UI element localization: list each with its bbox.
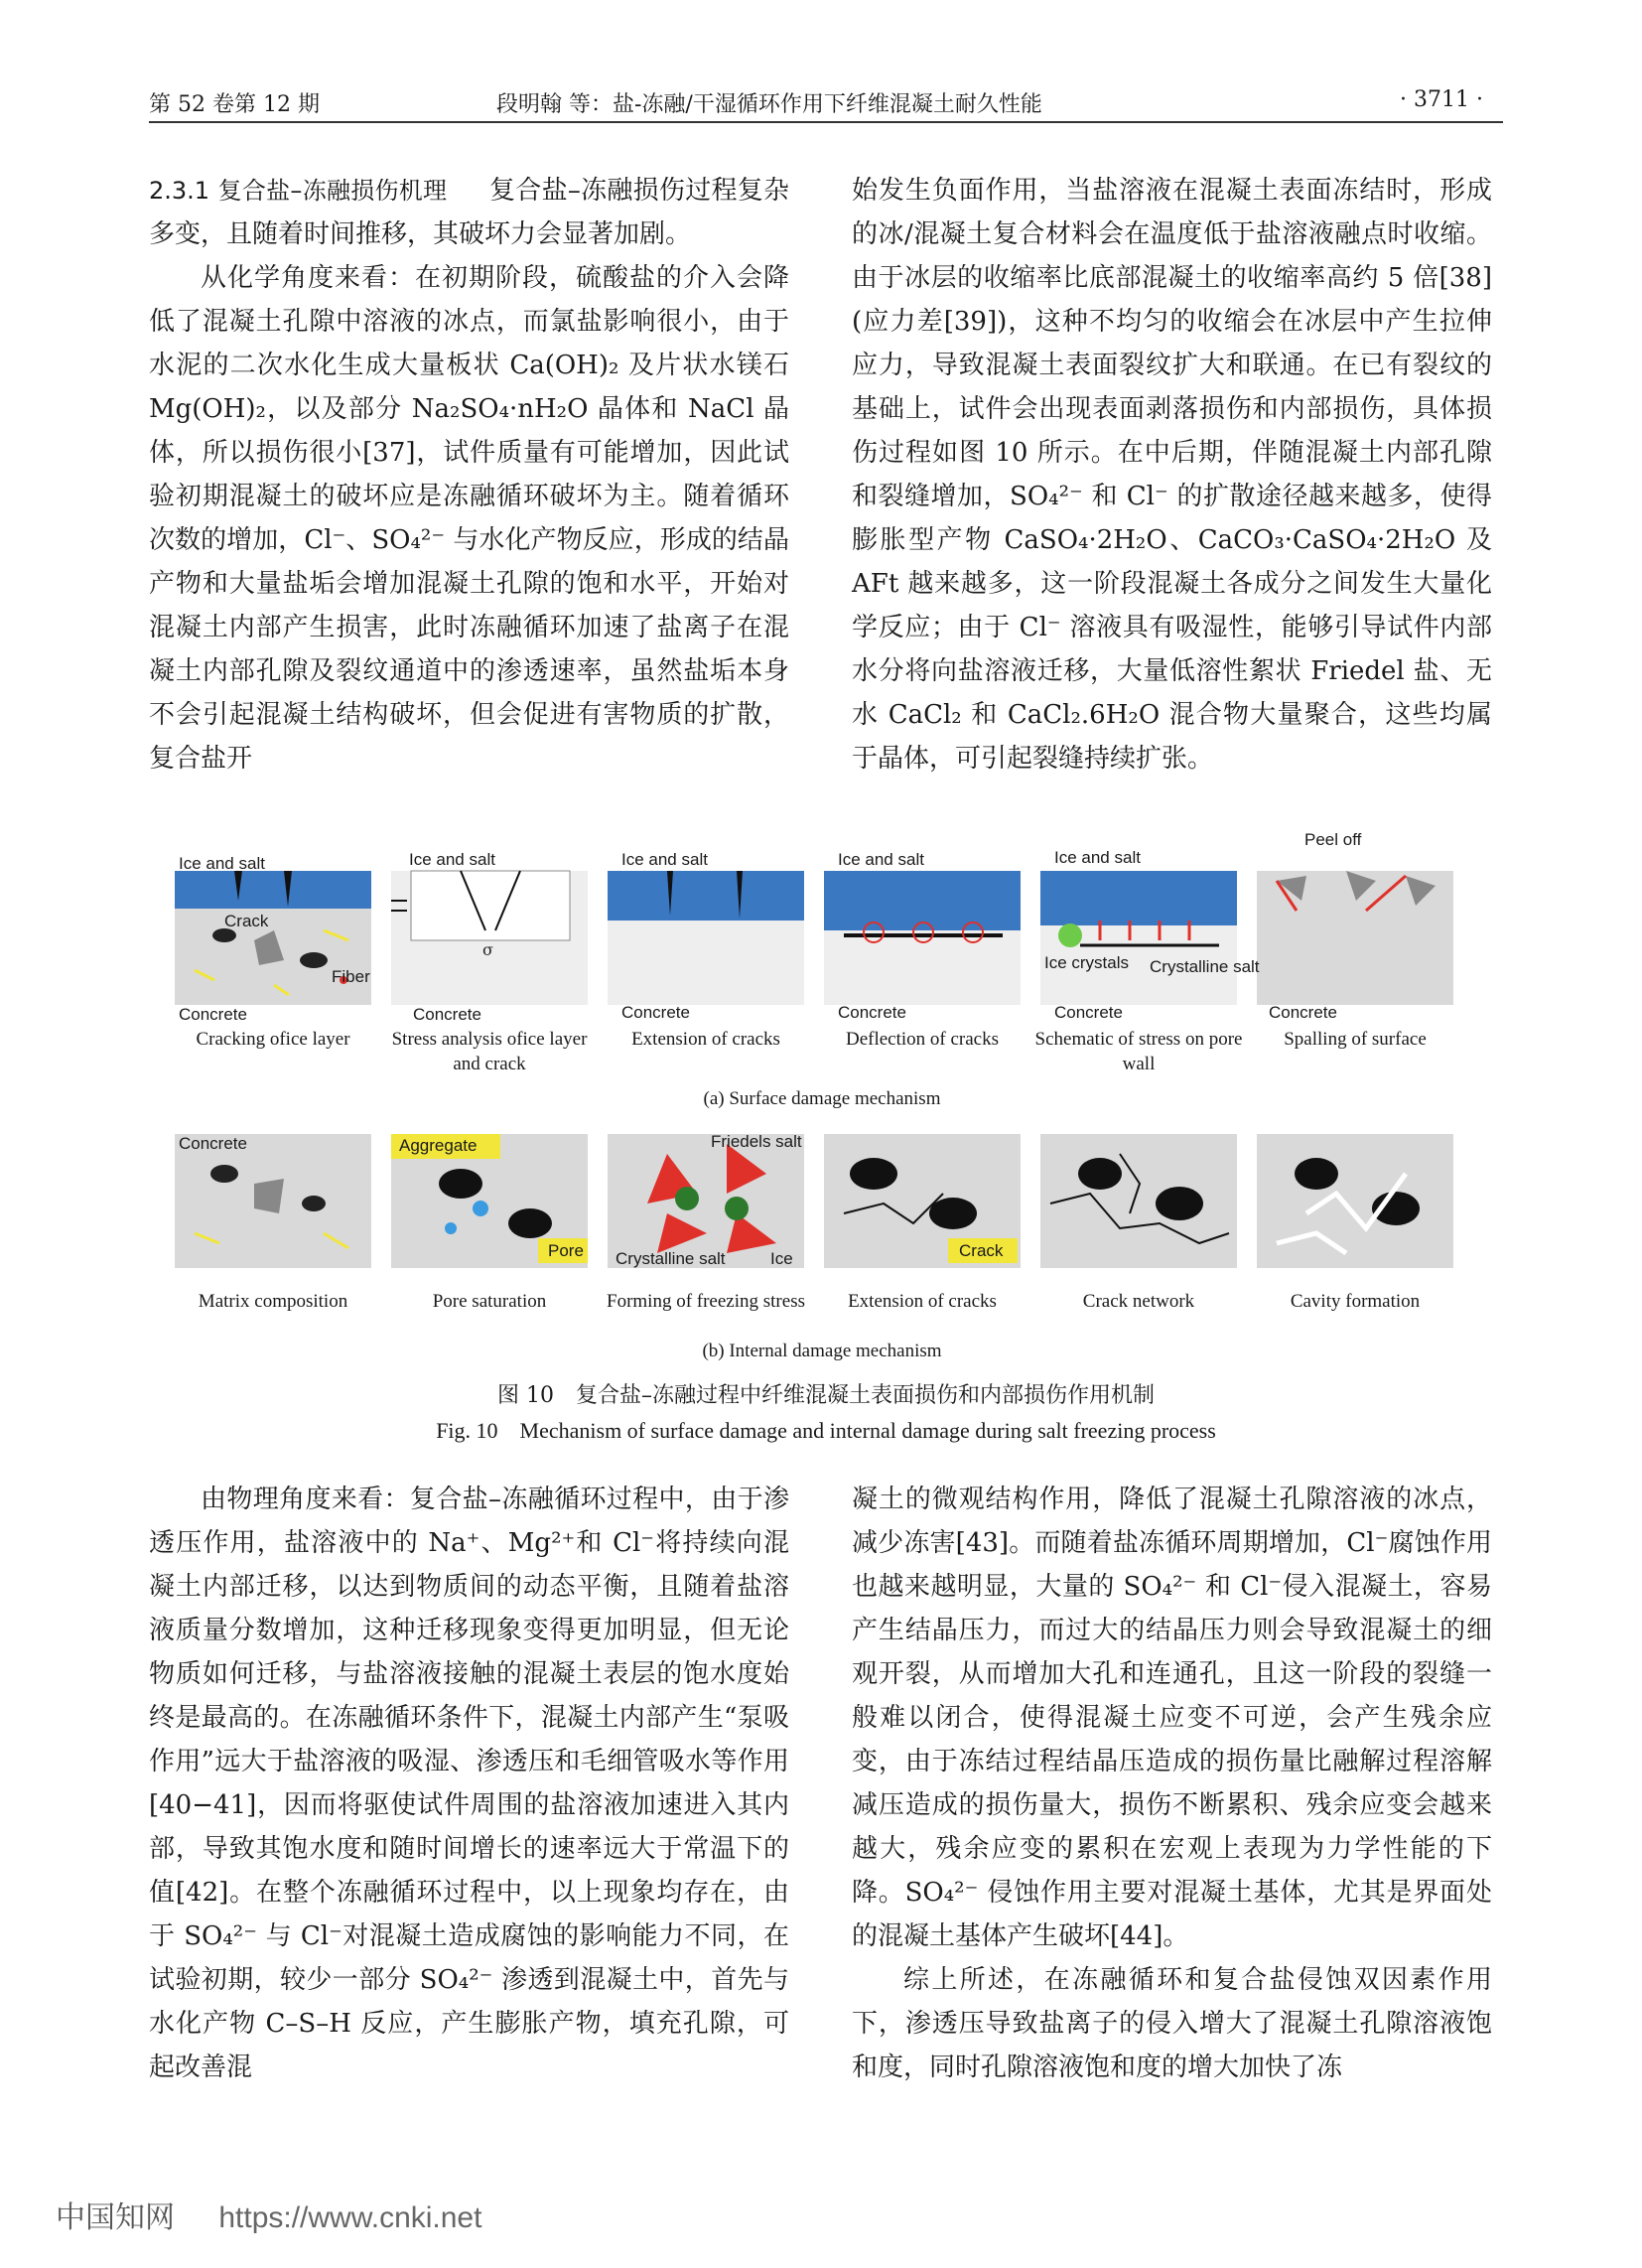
label-ice: Ice xyxy=(770,1249,793,1268)
row-b-panels xyxy=(175,1134,1453,1268)
label-friedels-salt: Friedels salt xyxy=(711,1132,802,1151)
figure-caption-chinese: 图 10 复合盐–冻融过程中纤维混凝土表面损伤和内部损伤作用机制 xyxy=(497,1383,1155,1408)
label-crystalline-salt: Crystalline salt xyxy=(1150,957,1260,976)
label-ice-and-salt: Ice and salt xyxy=(1054,848,1141,867)
caption-pore-saturation: Pore saturation xyxy=(432,1291,547,1312)
label-crack: Crack xyxy=(224,912,269,930)
cnki-brand: 中国知网 xyxy=(56,2200,175,2235)
label-concrete: Concrete xyxy=(413,1005,481,1024)
label-concrete: Concrete xyxy=(179,1005,247,1024)
footer-watermark xyxy=(56,2193,481,2236)
svg-text:σ: σ xyxy=(482,940,493,959)
cnki-url-link[interactable]: https://www.cnki.net xyxy=(218,2201,482,2234)
label-concrete: Concrete xyxy=(1054,1003,1123,1022)
journal-volume: 第 52 卷第 12 期 xyxy=(149,92,320,117)
label-ice-and-salt: Ice and salt xyxy=(621,850,708,869)
panel-a4 xyxy=(824,871,1021,1005)
label-fiber: Fiber xyxy=(332,967,370,986)
caption-cracking-of-ice-layer: Cracking ofice layer xyxy=(196,1029,350,1050)
paragraph-summary: 综上所述，在冻融循环和复合盐侵蚀双因素作用下，渗透压导致盐离子的侵入增大了混凝土孔隙溶液饱和度，同时孔隙溶液饱和度的增大加快了冻 xyxy=(852,1965,1492,2082)
section-number: 2.3.1 xyxy=(149,177,210,205)
left-column-bottom xyxy=(149,1478,789,2089)
caption-spalling-of-surface: Spalling of surface xyxy=(1284,1029,1427,1050)
panel-a5 xyxy=(1040,871,1237,1005)
label-ice-and-salt: Ice and salt xyxy=(179,854,265,873)
caption-deflection-of-cracks: Deflection of cracks xyxy=(845,1029,1000,1050)
paragraph-chemical: 从化学角度来看：在初期阶段，硫酸盐的介入会降低了混凝土孔隙中溶液的冰点，而氯盐影响很小，由于水泥的二次水化生成大量板状 Ca(OH)₂ 及片状水镁石 Mg(OH)₂，以及部分 Na₂SO₄·nH₂O 晶体和 NaCl 晶体，所以损伤很小[37]，试件质量有可能增加，因此试验初期混凝土的破坏应是冻融循环破坏为主。随着循环次数的增加，Cl⁻、SO₄²⁻ 与水化产物反应，形成的结晶产物和大量盐垢会增加混凝土孔隙的饱和水平，开始对混凝土内部产生损害，此时冻融循环加速了盐离子在混凝土内部孔隙及裂纹通道中的渗透速率，虽然盐垢本身不会引起混凝土结构破坏，但会促进有害物质的扩散，复合盐开 xyxy=(149,263,789,774)
label-concrete: Concrete xyxy=(179,1134,247,1153)
section-title: 复合盐–冻融损伤机理 xyxy=(217,177,448,205)
right-column-bottom xyxy=(852,1478,1492,2089)
caption-extension-of-cracks: Extension of cracks xyxy=(631,1029,780,1050)
right-column-top xyxy=(852,169,1492,780)
article-running-title: 段明翰 等：盐-冻融/干湿循环作用下纤维混凝土耐久性能 xyxy=(496,92,1042,117)
panel-a6 xyxy=(1257,871,1453,1005)
figure-caption-english: Fig. 10 Mechanism of surface damage and internal damage during salt freezing process xyxy=(436,1418,1216,1443)
caption-stress-on-pore-wall: Schematic of stress on pore wall xyxy=(1034,1029,1243,1074)
panel-b5 xyxy=(1040,1134,1237,1268)
panel-a3 xyxy=(608,871,804,1005)
label-pore: Pore xyxy=(548,1241,584,1260)
label-ice-and-salt: Ice and salt xyxy=(838,850,924,869)
label-concrete: Concrete xyxy=(838,1003,906,1022)
panel-b1 xyxy=(175,1134,371,1268)
caption-forming-of-freezing-stress: Forming of freezing stress xyxy=(607,1291,805,1312)
figure-10 xyxy=(175,830,1469,1366)
caption-matrix-composition: Matrix composition xyxy=(198,1291,348,1312)
caption-stress-analysis: Stress analysis ofice layer and crack xyxy=(391,1029,588,1074)
label-crystalline-salt: Crystalline salt xyxy=(616,1249,726,1268)
paragraph-physical: 由物理角度来看：复合盐–冻融循环过程中，由于渗透压作用，盐溶液中的 Na⁺、Mg²⁺和 Cl⁻将持续向混凝土内部迁移，以达到物质间的动态平衡，且随着盐溶液质量分数增加，这种迁移现象变得更加明显，但无论物质如何迁移，与盐溶液接触的混凝土表层的饱水度始终是最高的。在冻融循环条件下，混凝土内部产生“泵吸作用”远大于盐溶液的吸湿、渗透压和毛细管吸水等作用[40−41]，因而将驱使试件周围的盐溶液加速进入其内部，导致其饱水度和随时间增长的速率远大于常温下的值[42]。在整个冻融循环过程中，以上现象均存在，由于 SO₄²⁻ 与 Cl⁻对混凝土造成腐蚀的影响能力不同，在试验初期，较少一部分 SO₄²⁻ 渗透到混凝土中，首先与水化产物 C–S–H 反应，产生膨胀产物，填充孔隙，可起改善混 xyxy=(149,1485,789,2082)
subfigure-b-title: (b) Internal damage mechanism xyxy=(702,1341,942,1361)
page-number: · 3711 · xyxy=(1400,87,1483,112)
label-aggregate: Aggregate xyxy=(399,1136,478,1155)
panel-b3 xyxy=(608,1134,804,1268)
label-concrete: Concrete xyxy=(621,1003,690,1022)
label-ice-and-salt: Ice and salt xyxy=(409,850,495,869)
caption-cavity-formation: Cavity formation xyxy=(1290,1291,1421,1312)
caption-extension-of-cracks: Extension of cracks xyxy=(848,1291,997,1312)
paragraph-microstructure: 凝土的微观结构作用，降低了混凝土孔隙溶液的冰点，减少冻害[43]。而随着盐冻循环周期增加，Cl⁻腐蚀作用也越来越明显，大量的 SO₄²⁻ 和 Cl⁻侵入混凝土，容易产生结晶压力，而过大的结晶压力则会导致混凝土的细观开裂，从而增加大孔和连通孔，且这一阶段的裂缝一般难以闭合，使得混凝土应变不可逆，会产生残余应变，由于冻结过程结晶压造成的损伤量比融解过程溶解减压造成的损伤量大，损伤不断累积、残余应变会越来越大，残余应变的累积在宏观上表现为力学性能的下降。SO₄²⁻ 侵蚀作用主要对混凝土基体，尤其是界面处的混凝土基体产生破坏[44]。 xyxy=(852,1485,1492,1951)
label-peel-off: Peel off xyxy=(1304,830,1362,849)
running-header xyxy=(149,87,1503,123)
section-paragraph xyxy=(149,169,789,256)
label-crack: Crack xyxy=(959,1241,1004,1260)
subfigure-a-title: (a) Surface damage mechanism xyxy=(703,1088,941,1109)
panel-a2 xyxy=(391,871,588,1005)
label-ice-crystals: Ice crystals xyxy=(1044,953,1130,972)
left-column-top xyxy=(149,169,789,780)
panel-b6 xyxy=(1257,1134,1453,1268)
paragraph-text: 复合盐–冻融损伤过程复杂多变，且随着时间推移，其破坏力会显著加剧。 xyxy=(149,176,790,249)
label-concrete: Concrete xyxy=(1269,1003,1337,1022)
paragraph-shrinkage: 始发生负面作用，当盐溶液在混凝土表面冻结时，形成的冰/混凝土复合材料会在温度低于盐溶液融点时收缩。由于冰层的收缩率比底部混凝土的收缩率高约 5 倍[38](应力差[39])，这种不均匀的收缩会在冰层中产生拉伸应力，导致混凝土表面裂纹扩大和联通。在已有裂纹的基础上，试件会出现表面剥落损伤和内部损伤，具体损伤过程如图 10 所示。在中后期，伴随混凝土内部孔隙和裂缝增加，SO₄²⁻ 和 Cl⁻ 的扩散途径越来越多，使得膨胀型产物 CaSO₄·2H₂O、CaCO₃·CaSO₄·2H₂O 及 AFt 越来越多，这一阶段混凝土各成分之间发生大量化学反应；由于 Cl⁻ 溶液具有吸湿性，能够引导试件内部水分将向盐溶液迁移，大量低溶性絮状 Friedel 盐、无水 CaCl₂ 和 CaCl₂.6H₂O 混合物大量聚合，这些均属于晶体，可引起裂缝持续扩张。 xyxy=(852,176,1492,774)
caption-crack-network: Crack network xyxy=(1082,1291,1195,1312)
